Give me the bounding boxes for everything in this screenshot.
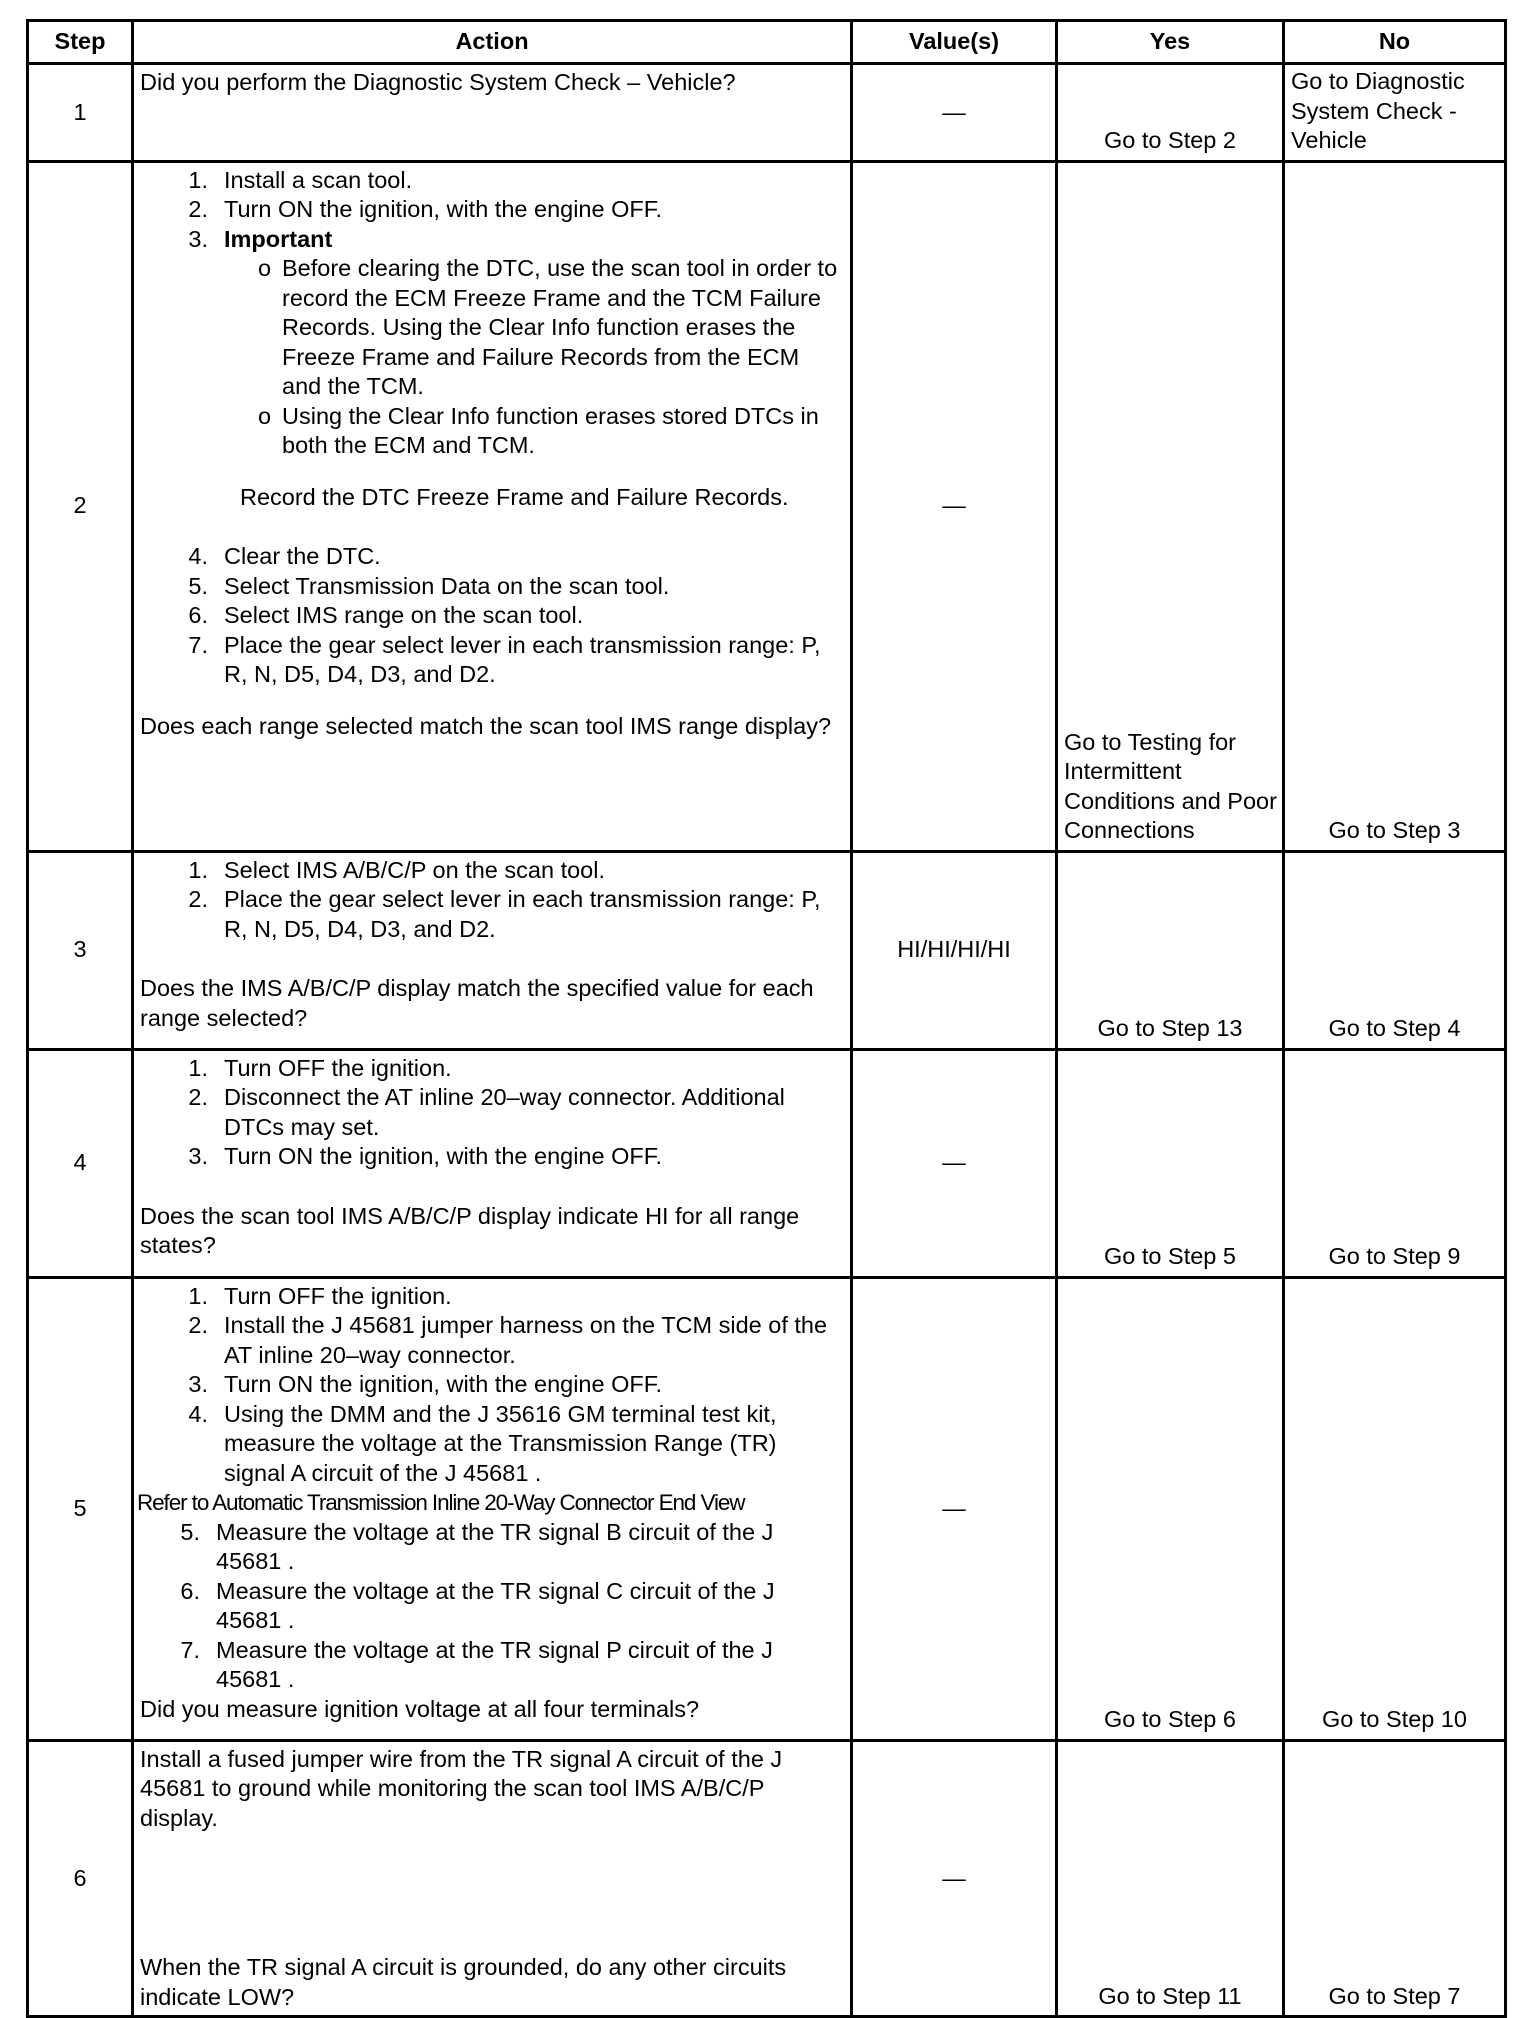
- step-number: 4: [28, 1049, 133, 1277]
- value-cell: —: [852, 161, 1057, 851]
- reference-link[interactable]: Refer to Automatic Transmission Inline 20-Way Connector End View: [137, 1490, 745, 1515]
- yes-cell: Go to Step 13: [1057, 851, 1284, 1049]
- action-cell: [133, 851, 852, 1049]
- step-number: 2: [28, 161, 133, 851]
- yes-cell: Go to Step 6: [1057, 1277, 1284, 1740]
- table-row: [28, 1049, 1506, 1277]
- diagnostic-table: [26, 19, 1507, 2018]
- list-item: 3. Turn ON the ignition, with the engine OFF.: [188, 1143, 663, 1169]
- list-item: 3. Turn ON the ignition, with the engine OFF.: [188, 1371, 663, 1397]
- list-item: 7. Place the gear select lever in each transmission range: P, R, N, D5, D4, D3, and D2.: [188, 631, 821, 687]
- header-yes: Yes: [1057, 21, 1284, 64]
- action-cell: [133, 161, 852, 851]
- step-number: 3: [28, 851, 133, 1049]
- list-item: 5. Measure the voltage at the TR signal B circuit of the J 45681 .: [180, 1518, 774, 1574]
- list-item: 2. Disconnect the AT inline 20–way connector. Additional DTCs may set.: [188, 1084, 785, 1140]
- action-cell: [133, 1740, 852, 2017]
- no-cell: Go to Step 4: [1284, 851, 1506, 1049]
- list-item: 1. Turn OFF the ignition.: [188, 1282, 452, 1309]
- list-item: 6. Select IMS range on the scan tool.: [188, 602, 584, 628]
- table-row: [28, 1277, 1506, 1740]
- list-item: 2. Install the J 45681 jumper harness on the TCM side of the AT inline 20–way connector.: [188, 1312, 828, 1368]
- list-item: 4. Using the DMM and the J 35616 GM terminal test kit, measure the voltage at the Transmission Range (TR) signal A circuit of the J 45681 .: [188, 1400, 777, 1486]
- list-item: 5. Select Transmission Data on the scan tool.: [188, 572, 670, 599]
- list-item: 2. Place the gear select lever in each transmission range: P, R, N, D5, D4, D3, and D2.: [188, 886, 821, 942]
- list-item: 3. Important: [188, 225, 333, 252]
- header-action: Action: [133, 21, 852, 64]
- action-cell: [133, 1277, 852, 1740]
- question: Did you perform the Diagnostic System Check – Vehicle?: [140, 69, 736, 95]
- yes-cell: Go to Step 5: [1057, 1049, 1284, 1277]
- no-cell: Go to Diagnostic System Check - Vehicle: [1284, 64, 1506, 162]
- action-cell: [133, 1049, 852, 1277]
- header-step: Step: [28, 21, 133, 64]
- step-number: 5: [28, 1277, 133, 1740]
- value-cell: HI/HI/HI/HI: [852, 851, 1057, 1049]
- question: Does the IMS A/B/C/P display match the specified value for each range selected?: [140, 975, 814, 1031]
- list-item: 7. Measure the voltage at the TR signal P circuit of the J 45681 .: [180, 1636, 773, 1692]
- yes-cell: Go to Step 11: [1057, 1740, 1284, 2017]
- question: When the TR signal A circuit is grounded, do any other circuits indicate LOW?: [140, 1954, 787, 2010]
- value-cell: —: [852, 64, 1057, 162]
- no-cell: Go to Step 9: [1284, 1049, 1506, 1277]
- question: Does each range selected match the scan tool IMS range display?: [140, 712, 832, 739]
- list-item: 1. Select IMS A/B/C/P on the scan tool.: [188, 856, 605, 883]
- step-number: 1: [28, 64, 133, 162]
- header-no: No: [1284, 21, 1506, 64]
- note: Record the DTC Freeze Frame and Failure Records.: [240, 483, 789, 510]
- value-cell: —: [852, 1740, 1057, 2017]
- table-row: [28, 1740, 1506, 2017]
- question: Does the scan tool IMS A/B/C/P display indicate HI for all range states?: [140, 1202, 800, 1258]
- no-cell: Go to Step 7: [1284, 1740, 1506, 2017]
- table-row: [28, 851, 1506, 1049]
- step-number: 6: [28, 1740, 133, 2017]
- value-cell: —: [852, 1277, 1057, 1740]
- list-item: 4. Clear the DTC.: [188, 543, 381, 569]
- value-cell: —: [852, 1049, 1057, 1277]
- no-cell: Go to Step 3: [1284, 161, 1506, 851]
- table-row: [28, 64, 1506, 162]
- instruction: Install a fused jumper wire from the TR signal A circuit of the J 45681 to ground while monitoring the scan tool IMS A/B/C/P display.: [140, 1745, 783, 1831]
- list-item: 2. Turn ON the ignition, with the engine OFF.: [188, 196, 663, 222]
- action-cell: [133, 64, 852, 162]
- bullet-item: o Using the Clear Info function erases stored DTCs in both the ECM and TCM.: [258, 402, 819, 458]
- table-row: [28, 161, 1506, 851]
- no-cell: Go to Step 10: [1284, 1277, 1506, 1740]
- list-item: 1. Turn OFF the ignition.: [188, 1054, 452, 1081]
- yes-cell: Go to Testing for Intermittent Conditions and Poor Connections: [1057, 161, 1284, 851]
- list-item: 6. Measure the voltage at the TR signal C circuit of the J 45681 .: [180, 1577, 775, 1633]
- list-item: 1. Install a scan tool.: [188, 166, 413, 193]
- header-row: [28, 21, 1506, 64]
- bullet-item: o Before clearing the DTC, use the scan tool in order to record the ECM Freeze Frame and the TCM Failure Records. Using the Clear Info function erases the Freeze Frame and Failure Records from the ECM and the TCM.: [258, 255, 838, 399]
- question: Did you measure ignition voltage at all four terminals?: [140, 1695, 700, 1722]
- header-values: Value(s): [852, 21, 1057, 64]
- yes-cell: Go to Step 2: [1057, 64, 1284, 162]
